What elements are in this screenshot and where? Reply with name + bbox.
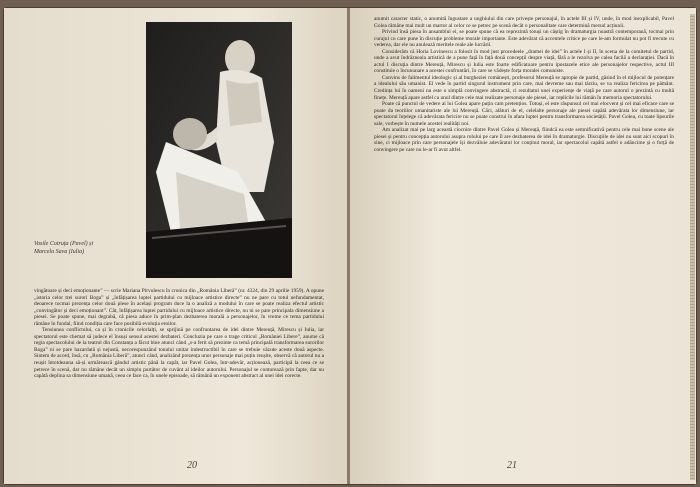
paragraph: Tensiunea conflictului, ca și în cronicile celorlalți, se sprijină pe confruntarea de idei dintre Mereuță, Mirescu și Iulia, iar spectatorul este chemat să judece el însuși sensul acestei dezbateri. Concluzia pe care o trage criticul „României Libere”, anume că regia spectacolului de la teatrul din Constanța a făcut bine atunci când „s-a ferit să prezinte ca temă principală transformarea surorilor Boga” ni se pare hazardată și nejustă, necorespunzând tonului unitar indestructibil în care se trebuie văzute aceste două aspecte. Sintem de acord, însă, cu „România Liberă”, atunci când, analizând prezența unor personaje mai puțin reușite, observă că autorul nu a reușit întotdeauna să-și urmărească gândul artistic până la capăt, iar Pavel Golea, într-adevăr, acționează, participă la ceea ce se petrece în scenă, dar nu rămâne decât un simplu purtător de cuvânt al ideilor autorului. Personajul se conturează prin fapte, dar nu capătă deplina sa dimensiune umană, ceea ce face ca, în unele episoade, să rămână un exponent abstract al unei idei corecte. [34,327,324,380]
page-number-right: 21 [507,460,517,471]
left-body-text [34,288,324,380]
page-edge [690,14,695,480]
caption-line: Vasile Cotruța (Pavel) și [34,241,94,247]
right-page [350,8,696,484]
right-body-text [374,16,674,153]
left-page [4,8,348,484]
theatre-photograph [146,22,292,278]
open-book [4,8,696,484]
paragraph: Poate că punctul de vedere al lui Golea apare puțin cam pretențios. Totuși, el este răspunsul cel mai elocvent și cel mai eficace care se poate da teoriilor umanitariste ale lui Mereuță. Căci, alături de el, celelalte personaje ale piesei capătă adevărata lor dimensiune, iar spectatorul înțelege că adevărata fericire nu se poate construi în afara luptei pentru transformarea societății. Pavel Golea, cu toate lipsurile sale, vorbește în numele acestei realități noi. [374,101,674,127]
paragraph: Am analizat mai pe larg această ciocnire dintre Pavel Golea și Mereuță, fiindcă ea este semnificativă pentru cele mai bune scene ale piesei și pentru concepția autorului asupra rolului pe care îl are dezbaterea de idei în dramaturgie. Discuțiile de idei nu sunt aici scopuri în sine, ci mijloace prin care personajele își dezvăluie adevăratul lor conținut moral, iar spectacolul capătă astfel o adâncime și o forță de convingere pe care nu le-ar fi avut altfel. [374,127,674,153]
paragraph: Considerăm că Horia Lovinescu a folosit în mod just procedeele „dramei de idei” în actele I și II, în scena de la comitetul de partid, unde a avut îndrăzneala artistică de a pune față în față două concepții despre viață, fără a le rezolva pe calea facilă a declarației. Dacă în actul I discuția dintre Mereuță, Mirescu și Iulia este foarte edificatoare pentru ipostazele etice ale personajelor respective, actul III constituie o încununare a acestei confruntări, în care se vădește forța moralei comuniste. [374,48,674,75]
paragraph: Convins de falimentul ideologic și al burgheziei românești, profesorul Mereuță se apropie de partid, găsind în el mijlocul de potențare a idealului său umanist. El vede în partid singurul instrument prin care, mai devreme sau mai târziu, se va realiza fericirea pe pământ. Credința lui în oameni nu este o simplă convingere abstractă, ci rezultatul unei experiențe de viață pe care autorul o prezintă cu multă finețe. Mereuță apare astfel ca unul dintre cele mai realizate personaje ale piesei, iar replicile lui rămân în memoria spectatorului. [374,74,674,101]
caption-line: Marcela Sava (Iulia) [34,249,85,255]
paragraph: Privind însă piesa în ansamblul ei, se poate spune că ea reprezintă totuși un câștig în dramaturgia noastră contemporană, tocmai prin curajul cu care pune în discuție probleme morale importante. Este adevărat că accentele critice pe care le-am formulat nu pot fi trecute cu vederea, dar ele nu anulează meritele reale ale lucrării. [374,29,674,49]
paragraph: vingătoare și deci emoționante” — scrie Mariana Pirvulescu în cronica din „România Liberă” (nr. 4324, din 29 aprilie 1959). A opune „istoria celor trei surori Boga” și „înfățișarea luptei partidului cu mijloace artistice directe” nu ne pare cu totul nefundamentat, deoarece tocmai prezența celor două piese în același program duce la o analiză a modului în care se poate realiza efectul artistic „convingător și deci emoționant”. Cât, înfățișarea luptei partidului cu mijloace artistice directe, nu ni se pare principala dimensiune a piesei. Se poate spune, mai degrabă, că piesa aduce în prim-plan dezbaterea morală a personajelor, în vreme ce tema partidului rămâne în fundal, fiind condiția care face posibilă evoluția eroilor. [34,288,324,327]
page-number-left: 20 [187,460,197,471]
photo-illustration [146,22,292,278]
paragraph: anumit caracter static, o anumită îngustare a unghiului din care privește personajul, în actele III și IV, unde, în mod inexplicabil, Pavel Golea rămâne mai mult un martor al celor ce se petrec pe scenă decât o personalitate care determină mersul acțiunii. [374,16,674,29]
photo-caption [34,240,138,256]
